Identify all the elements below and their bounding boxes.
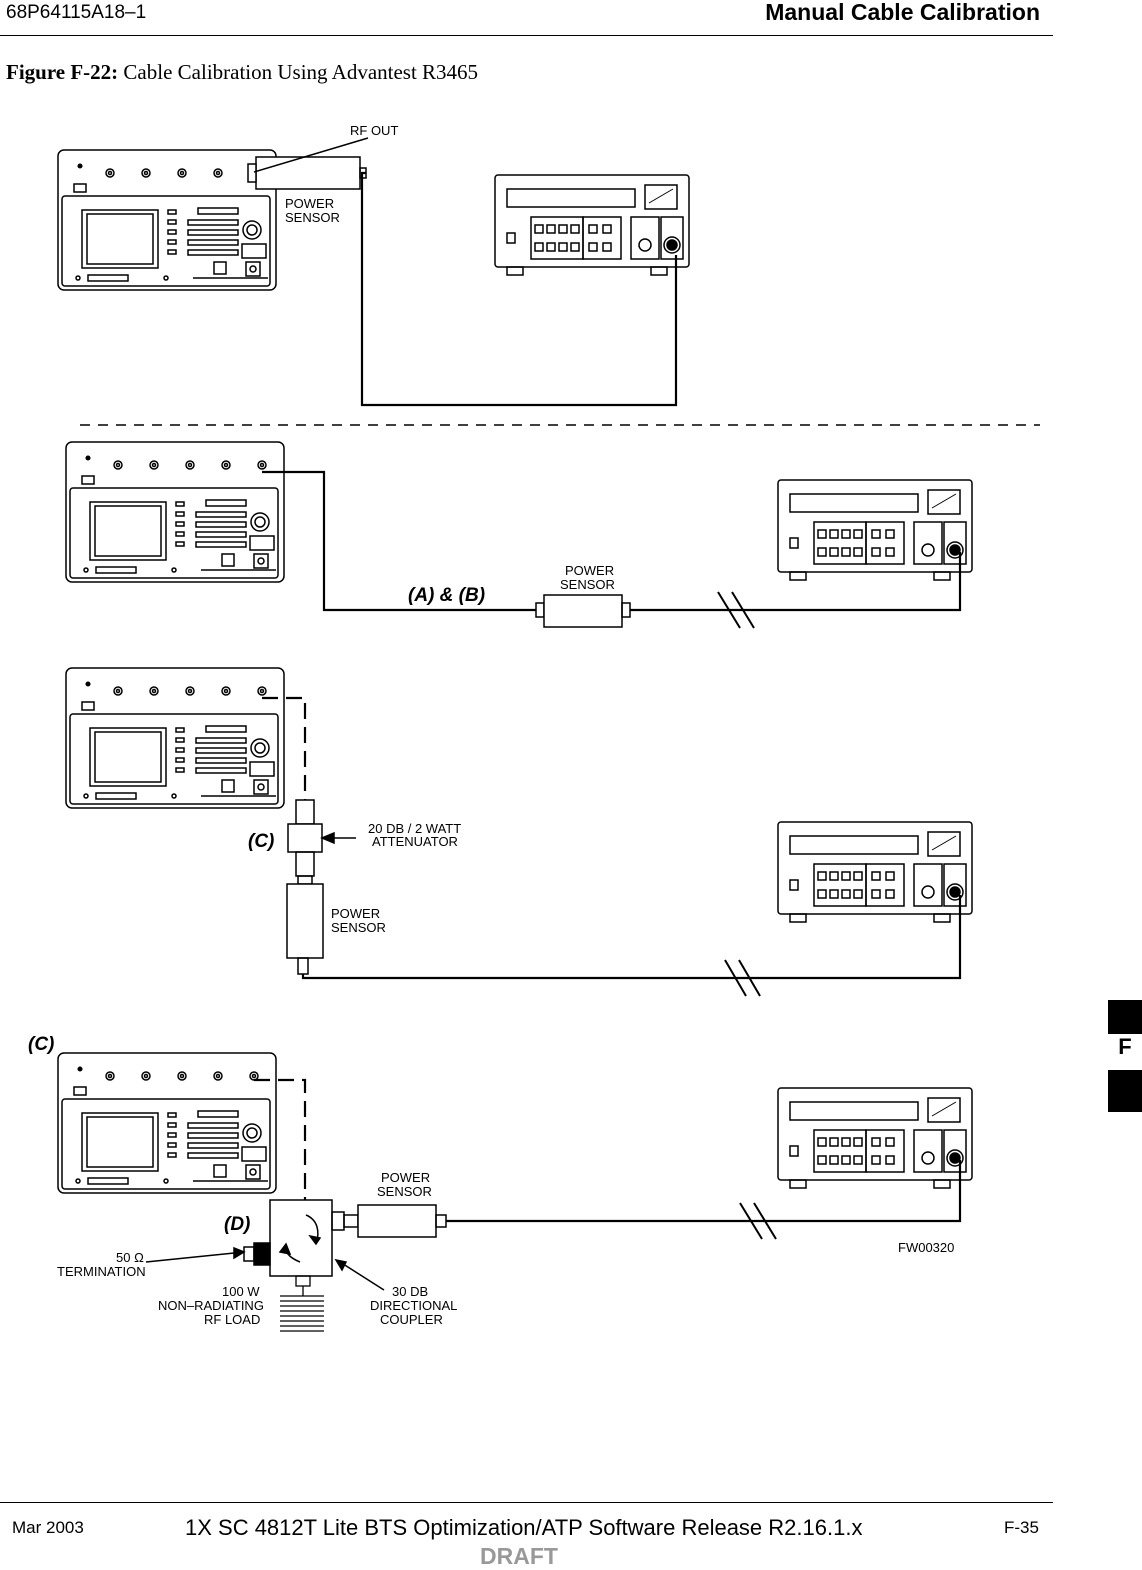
- power-sensor-2: [536, 595, 630, 627]
- footer-date: Mar 2003: [12, 1518, 84, 1537]
- side-tab-bottom: [1108, 1070, 1142, 1112]
- power-sensor-3: [287, 876, 323, 974]
- cable-2b: [630, 552, 960, 610]
- attenuator: [288, 800, 356, 876]
- power-sensor-1: [248, 157, 366, 189]
- load-label-3: RF LOAD: [204, 1312, 261, 1327]
- termination-label-2: TERMINATION: [57, 1264, 146, 1279]
- coupler-label-2: DIRECTIONAL: [370, 1298, 458, 1313]
- directional-coupler: [270, 1200, 332, 1276]
- cable-4b: [446, 1160, 960, 1221]
- power-meter-4: [778, 1088, 972, 1188]
- power-sensor-label-2b: SENSOR: [560, 577, 615, 592]
- page-number: F-35: [1004, 1518, 1039, 1537]
- coupler-label-1: 30 DB: [392, 1284, 429, 1299]
- rf-out-label: RF OUT: [350, 123, 399, 138]
- power-meter-1: [495, 175, 689, 275]
- attenuator-label-1: 20 DB / 2 WATT: [368, 821, 462, 836]
- signal-analyzer-4: [58, 1053, 276, 1193]
- load-label-2: NON–RADIATING: [158, 1298, 264, 1313]
- power-sensor-label-1b: SENSOR: [285, 210, 340, 225]
- draft-watermark: DRAFT: [480, 1543, 558, 1569]
- figure-title: Cable Calibration Using Advantest R3465: [123, 60, 479, 84]
- power-meter-2: [778, 480, 972, 580]
- power-sensor-label-4a: POWER: [381, 1170, 431, 1185]
- coupler-label-3: COUPLER: [380, 1312, 443, 1327]
- doc-number: 68P64115A18–1: [6, 2, 147, 23]
- coupler-leader: [336, 1260, 384, 1290]
- signal-analyzer-1: [58, 150, 276, 290]
- power-sensor-4: [332, 1205, 446, 1237]
- termination-50-ohm: [146, 1243, 270, 1265]
- load-label-1: 100 W: [222, 1284, 260, 1299]
- section-title: Manual Cable Calibration: [765, 0, 1040, 25]
- signal-analyzer-3: [66, 668, 284, 808]
- rf-load: [280, 1276, 324, 1331]
- label-c-panel-4: (C): [28, 1034, 55, 1055]
- figure-id: FW00320: [898, 1240, 955, 1255]
- cable-3b: [303, 895, 960, 978]
- label-a-and-b: (A) & (B): [408, 585, 486, 606]
- label-c-panel-3: (C): [248, 831, 275, 852]
- label-d: (D): [224, 1214, 251, 1235]
- side-tab-letter: F: [1118, 1034, 1132, 1059]
- termination-label-1: 50 Ω: [116, 1250, 144, 1265]
- footer-title: 1X SC 4812T Lite BTS Optimization/ATP Software Release R2.16.1.x: [185, 1515, 863, 1540]
- power-meter-3: [778, 822, 972, 922]
- power-sensor-label-3a: POWER: [331, 906, 381, 921]
- power-sensor-label-1a: POWER: [285, 196, 335, 211]
- attenuator-label-2: ATTENUATOR: [372, 834, 458, 849]
- power-sensor-label-2a: POWER: [565, 563, 615, 578]
- figure-label: Figure F-22:: [6, 60, 119, 84]
- power-sensor-label-4b: SENSOR: [377, 1184, 432, 1199]
- cable-4a: [254, 1080, 305, 1200]
- cable-2a: [262, 472, 536, 610]
- signal-analyzer-2: [66, 442, 284, 582]
- cable-1: [362, 173, 676, 405]
- footer-rule: [0, 1502, 1053, 1503]
- power-sensor-label-3b: SENSOR: [331, 920, 386, 935]
- side-tab-top: [1108, 1000, 1142, 1034]
